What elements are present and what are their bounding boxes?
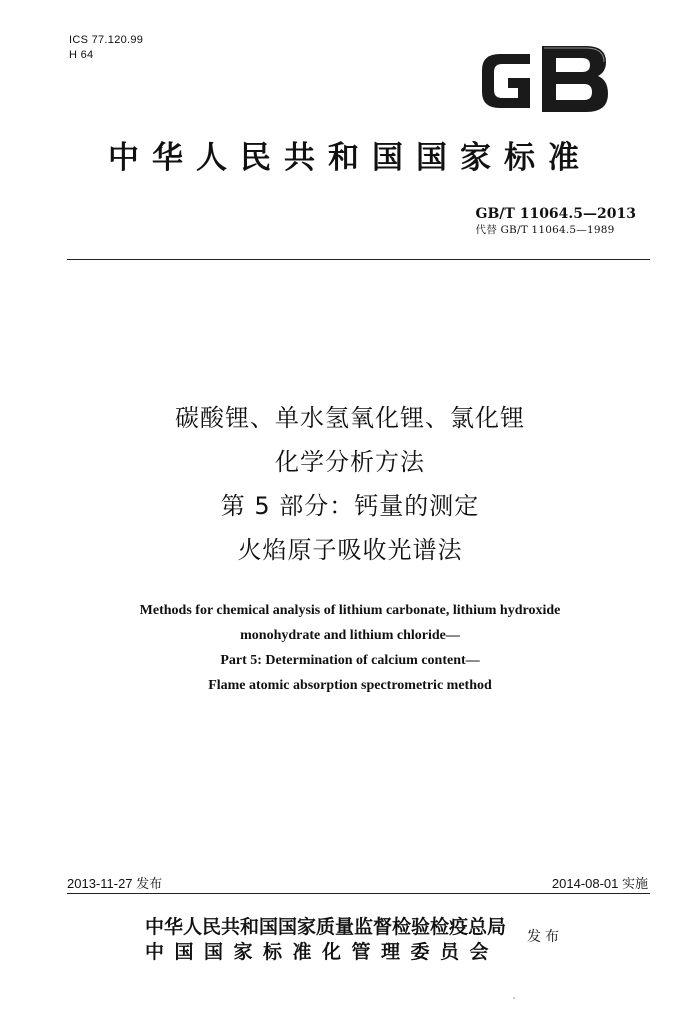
- ccs-code: H 64: [69, 49, 94, 61]
- english-title-line-2: monohydrate and lithium chloride—: [240, 628, 460, 643]
- chinese-title-line-4: 火焰原子吸收光谱法: [237, 536, 463, 564]
- ics-code: ICS 77.120.99: [69, 34, 144, 46]
- standard-number: GB/T 11064.5—2013: [475, 206, 636, 222]
- implementation-date: 2014-08-01 实施: [551, 876, 648, 891]
- chinese-title-line-1: 碳酸锂、单水氢氧化锂、氯化锂: [175, 404, 525, 432]
- national-standard-title: 中华人民共和国国家标准: [108, 140, 592, 176]
- gb-logo: [468, 40, 618, 120]
- standard-number-block: [476, 206, 636, 237]
- chinese-title-line-3: 第 5 部分：钙量的测定: [220, 492, 480, 520]
- classification-codes: [69, 33, 143, 63]
- chinese-title-line-2: 化学分析方法: [275, 448, 425, 476]
- replaces-standard: 代替 GB/T 11064.5—1989: [475, 224, 615, 236]
- issuer-line-2: 中国国家标准化管理委员会: [145, 941, 500, 963]
- english-title-line-1: Methods for chemical analysis of lithium carbonate, lithium hydroxide: [139, 603, 561, 618]
- footer-divider: [67, 893, 650, 894]
- scan-speck: [513, 997, 515, 999]
- gb-logo-b: [542, 46, 608, 112]
- english-title-line-3: Part 5: Determination of calcium content—: [220, 653, 480, 668]
- english-title-line-4: Flame atomic absorption spectrometric method: [208, 678, 492, 693]
- issuing-authorities: [145, 915, 506, 965]
- chinese-title: [60, 396, 640, 572]
- issue-label: 发布: [527, 929, 563, 945]
- english-title: [60, 598, 640, 698]
- header-divider: [67, 259, 650, 260]
- issue-date: 2013-11-27 发布: [67, 876, 163, 891]
- issuer-line-1: 中华人民共和国国家质量监督检验检疫总局: [145, 916, 507, 938]
- gb-logo-g: [482, 54, 530, 108]
